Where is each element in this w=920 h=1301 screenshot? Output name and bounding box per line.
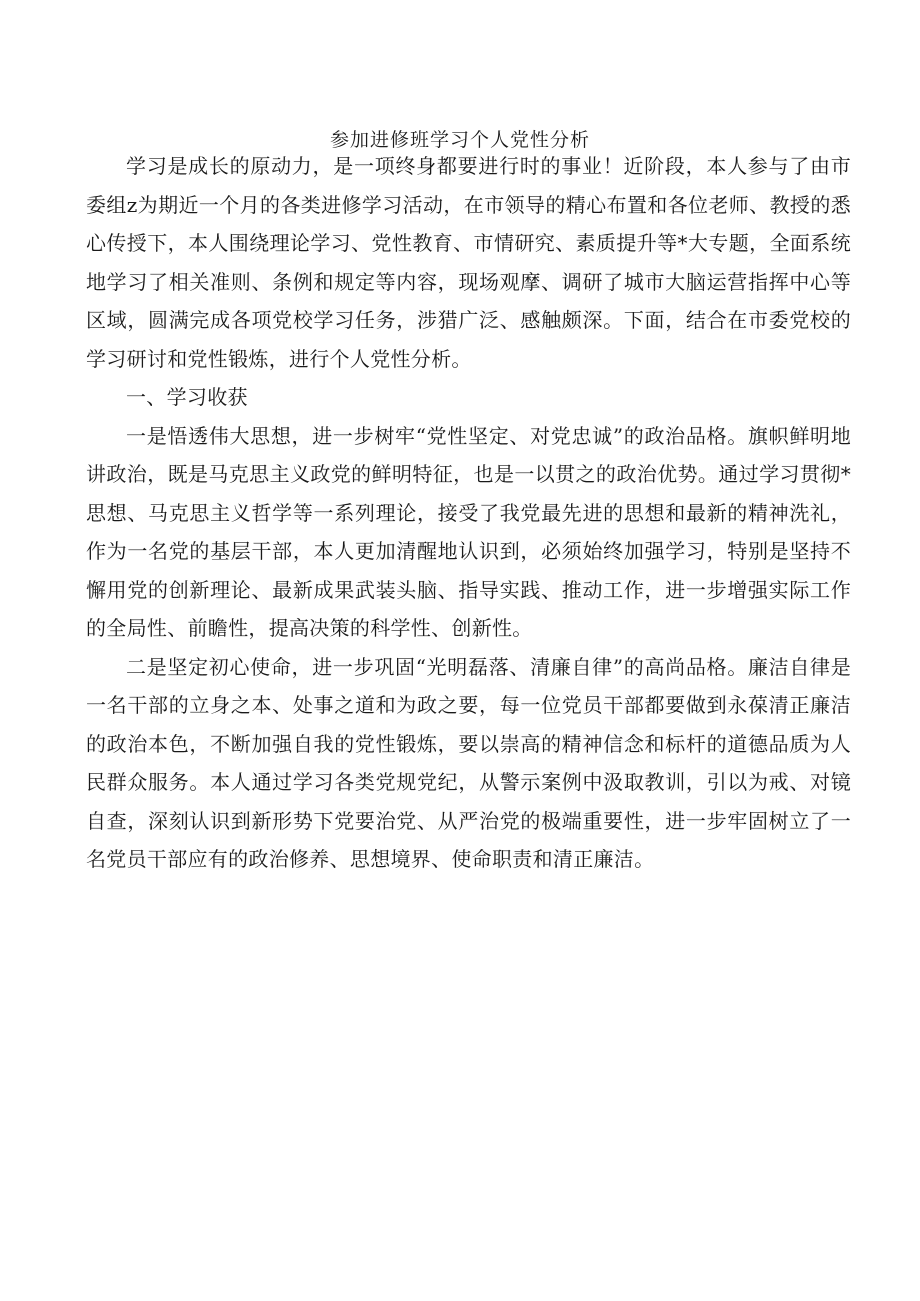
paragraph-point-one: 一是悟透伟大思想，进一步树牢“党性坚定、对党忠诚”的政治品格。旗帜鲜明地讲政治，既是马克思主义政党的鲜明特征，也是一以贯之的政治优势。通过学习贯彻*思想、马克思主义哲学等一系列理论，接受了我党最先进的思想和最新的精神洗礼，作为一名党的基层干部，本人更加清醒地认识到，必须始终加强学习，特别是坚持不懈用党的创新理论、最新成果武装头脑、指导实践、推动工作，进一步增强实际工作的全局性、前瞻性，提高决策的科学性、创新性。 — [86, 423, 851, 640]
section-heading-learning-gains: 一、学习收获 — [126, 385, 248, 409]
document-title: 参加进修班学习个人党性分析 — [329, 129, 590, 151]
document-body — [86, 147, 851, 879]
paragraph-intro: 学习是成长的原动力，是一项终身都要进行时的事业！近阶段，本人参与了由市委组z为期近一个月的各类进修学习活动，在市领导的精心布置和各位老师、教授的悉心传授下，本人围绕理论学习、党性教育、市情研究、素质提升等*大专题，全面系统地学习了相关准则、条例和规定等内容，现场观摩、调研了城市大脑运营指挥中心等区域，圆满完成各项党校学习任务，涉猎广泛、感触颇深。下面，结合在市委党校的学习研讨和党性锻炼，进行个人党性分析。 — [86, 154, 851, 371]
paragraph-point-two: 二是坚定初心使命，进一步巩固“光明磊落、清廉自律”的高尚品格。廉洁自律是一名干部的立身之本、处事之道和为政之要，每一位党员干部都要做到永葆清正廉洁的政治本色，不断加强自我的党性锻炼，要以崇高的精神信念和标杆的道德品质为人民群众服务。本人通过学习各类党规党纪，从警示案例中汲取教训，引以为戒、对镜自查，深刻认识到新形势下党要治党、从严治党的极端重要性，进一步牢固树立了一名党员干部应有的政治修养、思想境界、使命职责和清正廉洁。 — [86, 654, 851, 871]
